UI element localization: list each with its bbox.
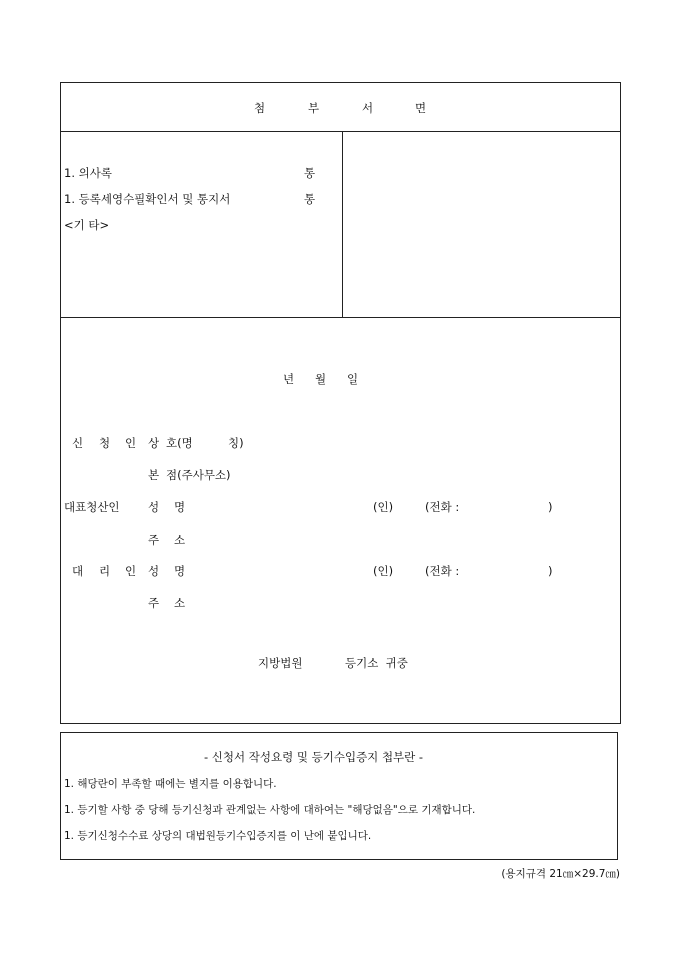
agent-name-label: 성 xyxy=(148,564,160,578)
attachment-item-unit: 통 xyxy=(304,166,316,180)
title-char-4: 면 xyxy=(415,101,427,115)
seal-mark: (인) xyxy=(373,564,394,578)
head-office-label: 본 xyxy=(148,468,160,482)
applicant-label: 신 xyxy=(72,436,84,450)
paper-size: (용지규격 21㎝×29.7㎝) xyxy=(501,868,620,880)
agent-address-label: 주 xyxy=(148,596,160,610)
note-item: 1. 등기할 사항 중 당해 등기신청과 관계없는 사항에 대하여는 "해당없음"으로 기재합니다. xyxy=(64,804,476,816)
company-name-label: 호(명 xyxy=(166,436,193,450)
title-char-3: 서 xyxy=(362,101,374,115)
column-divider xyxy=(342,131,343,317)
registry-office: 등기소 귀중 xyxy=(345,656,408,670)
company-name-label: 상 xyxy=(148,436,160,450)
seal-mark: (인) xyxy=(373,500,394,514)
agent-label: 인 xyxy=(125,564,137,578)
date-day: 일 xyxy=(347,372,359,386)
date-year: 년 xyxy=(283,372,295,386)
applicant-label: 청 xyxy=(99,436,111,450)
attachment-form xyxy=(60,82,621,724)
note-item: 1. 해당란이 부족할 때에는 별지를 이용합니다. xyxy=(64,778,277,790)
representative-address-label: 주 xyxy=(148,533,160,547)
date-month: 월 xyxy=(315,372,327,386)
agent-address-label: 소 xyxy=(174,596,186,610)
phone-label: (전화 : xyxy=(425,564,460,578)
phone-close: ) xyxy=(548,564,553,578)
attachment-item-label: 1. 등록세영수필확인서 및 통지서 xyxy=(64,192,231,206)
representative-label: 대표청산인 xyxy=(64,500,120,514)
agent-name-label: 명 xyxy=(174,564,186,578)
representative-name-label: 명 xyxy=(174,500,186,514)
agent-label: 대 xyxy=(72,564,84,578)
attachment-other: <기 타> xyxy=(64,218,110,232)
attachment-divider xyxy=(61,317,620,318)
representative-address-label: 소 xyxy=(174,533,186,547)
title-char-2: 부 xyxy=(308,101,320,115)
court-name: 지방법원 xyxy=(258,656,303,670)
head-office-label: 점(주사무소) xyxy=(166,468,231,482)
agent-label: 리 xyxy=(99,564,111,578)
note-item: 1. 등기신청수수료 상당의 대법원등기수입증지를 이 난에 붙입니다. xyxy=(64,830,372,842)
company-name-label: 칭) xyxy=(228,436,244,450)
representative-name-label: 성 xyxy=(148,500,160,514)
notes-heading: - 신청서 작성요령 및 등기수입증지 첩부란 - xyxy=(204,750,424,764)
attachment-item-unit: 통 xyxy=(304,192,316,206)
applicant-label: 인 xyxy=(125,436,137,450)
phone-close: ) xyxy=(548,500,553,514)
title-char-1: 첨 xyxy=(254,101,266,115)
title-divider xyxy=(61,131,620,132)
attachment-item-label: 1. 의사록 xyxy=(64,166,112,180)
phone-label: (전화 : xyxy=(425,500,460,514)
